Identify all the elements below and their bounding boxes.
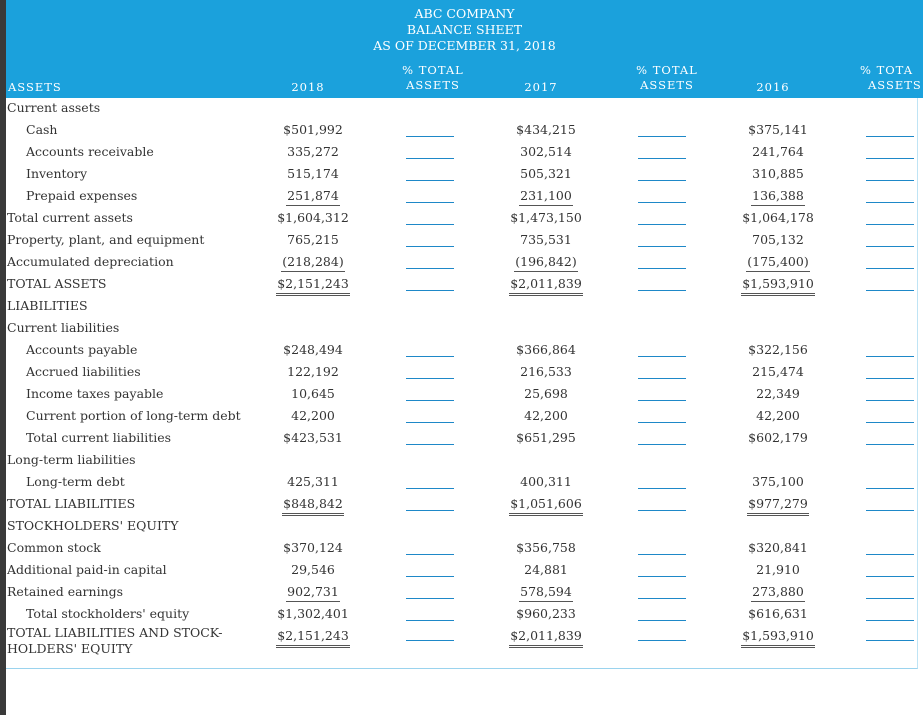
pct-total-blank-2018[interactable] xyxy=(406,510,454,511)
value-cell-2016: $616,631 xyxy=(748,606,808,621)
row-label: Common stock xyxy=(7,540,101,555)
table-row xyxy=(6,320,917,342)
pct-total-blank-2016[interactable] xyxy=(866,554,914,555)
row-label: Accrued liabilities xyxy=(26,364,141,379)
pct-total-2018-line1: % TOTAL xyxy=(402,63,464,77)
value-cell-2016: $602,179 xyxy=(748,430,808,445)
pct-total-2017-line2: ASSETS xyxy=(640,78,694,92)
pct-total-blank-2016[interactable] xyxy=(866,290,914,291)
table-row xyxy=(6,254,917,276)
pct-total-2016-line2: ASSETS xyxy=(868,78,922,92)
pct-total-blank-2018[interactable] xyxy=(406,640,454,641)
pct-total-blank-2016[interactable] xyxy=(866,180,914,181)
value-cell-2018: $1,302,401 xyxy=(277,606,349,621)
row-label: Total current liabilities xyxy=(26,430,172,445)
value-cell-2016: 136,388 xyxy=(723,188,833,206)
value-cell-2016: $375,141 xyxy=(748,122,808,137)
sheet-header xyxy=(6,0,923,98)
row-label: Long-term liabilities xyxy=(7,452,136,467)
value-cell-2017: 302,514 xyxy=(520,144,572,159)
value-cell-2018: $423,531 xyxy=(283,430,343,445)
pct-total-blank-2018[interactable] xyxy=(406,554,454,555)
value-cell-2017: 42,200 xyxy=(524,408,568,423)
value-cell-2016: 21,910 xyxy=(756,562,800,577)
pct-total-blank-2017[interactable] xyxy=(638,202,686,203)
row-label: Total current assets xyxy=(7,210,133,225)
row-label: Total stockholders' equity xyxy=(26,606,190,621)
year-2016-header: 2016 xyxy=(756,80,790,94)
value-cell-2017: 24,881 xyxy=(524,562,568,577)
table-row xyxy=(6,144,917,166)
pct-total-blank-2016[interactable] xyxy=(866,576,914,577)
value-cell-2016: $1,064,178 xyxy=(742,210,814,225)
value-cell-2017: $356,758 xyxy=(516,540,576,555)
table-row xyxy=(6,166,917,188)
value-cell-2018: $248,494 xyxy=(283,342,343,357)
value-cell-2018: 251,874 xyxy=(258,188,368,206)
value-cell-2017: 216,533 xyxy=(520,364,572,379)
report-title: BALANCE SHEET xyxy=(406,22,523,37)
pct-total-blank-2017[interactable] xyxy=(638,400,686,401)
table-row xyxy=(6,122,917,144)
pct-total-blank-2017[interactable] xyxy=(638,620,686,621)
value-cell-2017: $2,011,839 xyxy=(491,276,601,296)
value-cell-2018: $501,992 xyxy=(283,122,343,137)
value-cell-2017: 505,321 xyxy=(520,166,572,181)
value-cell-2018: $2,151,243 xyxy=(258,628,368,648)
table-row xyxy=(6,518,917,540)
pct-total-blank-2018[interactable] xyxy=(406,488,454,489)
value-cell-2017: 735,531 xyxy=(520,232,572,247)
pct-total-blank-2016[interactable] xyxy=(866,246,914,247)
table-row xyxy=(6,210,917,232)
pct-total-blank-2016[interactable] xyxy=(866,510,914,511)
company-name: ABC COMPANY xyxy=(414,6,515,21)
table-row xyxy=(6,342,917,364)
value-cell-2018: 42,200 xyxy=(291,408,335,423)
pct-total-blank-2016[interactable] xyxy=(866,598,914,599)
value-cell-2018: 765,215 xyxy=(287,232,339,247)
value-cell-2016: $1,593,910 xyxy=(723,276,833,296)
value-cell-2018: 515,174 xyxy=(287,166,339,181)
value-cell-2017: 231,100 xyxy=(491,188,601,206)
pct-total-blank-2016[interactable] xyxy=(866,158,914,159)
year-2018-header: 2018 xyxy=(291,80,325,94)
pct-total-blank-2016[interactable] xyxy=(866,202,914,203)
pct-total-blank-2016[interactable] xyxy=(866,136,914,137)
year-2017-header: 2017 xyxy=(524,80,558,94)
pct-total-2018-line2: ASSETS xyxy=(406,78,460,92)
pct-total-blank-2018[interactable] xyxy=(406,180,454,181)
value-cell-2018: 29,546 xyxy=(291,562,335,577)
pct-total-blank-2016[interactable] xyxy=(866,400,914,401)
table-row xyxy=(6,496,917,518)
pct-total-blank-2017[interactable] xyxy=(638,640,686,641)
value-cell-2017: $366,864 xyxy=(516,342,576,357)
pct-total-blank-2018[interactable] xyxy=(406,268,454,269)
row-label: Inventory xyxy=(26,166,88,181)
value-cell-2016: 22,349 xyxy=(756,386,800,401)
value-cell-2017: 25,698 xyxy=(524,386,568,401)
report-date: AS OF DECEMBER 31, 2018 xyxy=(373,38,556,53)
row-label: Retained earnings xyxy=(7,584,124,599)
pct-total-blank-2017[interactable] xyxy=(638,576,686,577)
value-cell-2016: 241,764 xyxy=(752,144,804,159)
value-cell-2018: 335,272 xyxy=(287,144,339,159)
value-cell-2018: 902,731 xyxy=(258,584,368,602)
table-row xyxy=(6,452,917,474)
row-label: Prepaid expenses xyxy=(26,188,138,203)
value-cell-2017: $2,011,839 xyxy=(491,628,601,648)
pct-total-blank-2018[interactable] xyxy=(406,290,454,291)
row-label: Accounts receivable xyxy=(26,144,154,159)
value-cell-2016: 310,885 xyxy=(752,166,804,181)
pct-total-blank-2017[interactable] xyxy=(638,422,686,423)
pct-total-blank-2017[interactable] xyxy=(638,246,686,247)
table-row xyxy=(6,540,917,562)
pct-total-blank-2018[interactable] xyxy=(406,158,454,159)
pct-total-blank-2018[interactable] xyxy=(406,224,454,225)
value-cell-2016: $1,593,910 xyxy=(723,628,833,648)
row-label: Cash xyxy=(26,122,58,137)
pct-total-blank-2017[interactable] xyxy=(638,356,686,357)
pct-total-blank-2016[interactable] xyxy=(866,640,914,641)
value-cell-2017: $1,051,606 xyxy=(491,496,601,516)
pct-total-blank-2018[interactable] xyxy=(406,620,454,621)
value-cell-2018: 10,645 xyxy=(291,386,335,401)
value-cell-2016: $322,156 xyxy=(748,342,808,357)
table-row xyxy=(6,474,917,496)
pct-total-2017-line1: % TOTAL xyxy=(636,63,698,77)
value-cell-2018: 425,311 xyxy=(287,474,339,489)
table-row xyxy=(6,188,917,210)
pct-total-blank-2017[interactable] xyxy=(638,268,686,269)
row-label: Accumulated depreciation xyxy=(7,254,174,269)
pct-total-blank-2016[interactable] xyxy=(866,620,914,621)
table-row xyxy=(6,430,917,452)
table-row xyxy=(6,625,917,662)
pct-total-blank-2017[interactable] xyxy=(638,378,686,379)
pct-total-blank-2016[interactable] xyxy=(866,422,914,423)
table-row xyxy=(6,298,917,320)
pct-total-blank-2017[interactable] xyxy=(638,510,686,511)
row-label: Long-term debt xyxy=(26,474,125,489)
pct-total-blank-2016[interactable] xyxy=(866,444,914,445)
row-label: Additional paid-in capital xyxy=(7,562,167,577)
value-cell-2017: (196,842) xyxy=(491,254,601,272)
value-cell-2018: $848,842 xyxy=(258,496,368,516)
value-cell-2016: $320,841 xyxy=(748,540,808,555)
value-cell-2016: $977,279 xyxy=(723,496,833,516)
table-row xyxy=(6,100,917,122)
table-row xyxy=(6,364,917,386)
row-label: Current liabilities xyxy=(7,320,120,335)
pct-total-blank-2017[interactable] xyxy=(638,224,686,225)
table-row xyxy=(6,408,917,430)
row-label: Current assets xyxy=(7,100,101,115)
pct-total-blank-2018[interactable] xyxy=(406,356,454,357)
row-label: LIABILITIES xyxy=(7,298,88,313)
pct-total-blank-2018[interactable] xyxy=(406,422,454,423)
pct-total-blank-2017[interactable] xyxy=(638,136,686,137)
row-label: Property, plant, and equipment xyxy=(7,232,205,247)
row-label: Accounts payable xyxy=(26,342,138,357)
table-row xyxy=(6,232,917,254)
row-label: TOTAL LIABILITIES xyxy=(7,496,136,511)
value-cell-2017: $1,473,150 xyxy=(510,210,582,225)
pct-total-blank-2018[interactable] xyxy=(406,576,454,577)
pct-total-blank-2017[interactable] xyxy=(638,488,686,489)
row-label: Current portion of long-term debt xyxy=(26,408,241,423)
balance-sheet-table xyxy=(6,98,918,669)
row-label: TOTAL LIABILITIES AND STOCK- HOLDERS' EQUITY xyxy=(7,625,223,656)
value-cell-2017: $960,233 xyxy=(516,606,576,621)
pct-total-blank-2016[interactable] xyxy=(866,224,914,225)
table-row xyxy=(6,562,917,584)
pct-total-blank-2018[interactable] xyxy=(406,202,454,203)
value-cell-2017: 578,594 xyxy=(491,584,601,602)
pct-total-blank-2017[interactable] xyxy=(638,180,686,181)
row-label: TOTAL ASSETS xyxy=(7,276,107,291)
table-row xyxy=(6,386,917,408)
pct-total-blank-2018[interactable] xyxy=(406,378,454,379)
assets-column-header: ASSETS xyxy=(8,80,62,94)
value-cell-2018: $370,124 xyxy=(283,540,343,555)
value-cell-2018: 122,192 xyxy=(287,364,339,379)
value-cell-2016: 375,100 xyxy=(752,474,804,489)
value-cell-2016: (175,400) xyxy=(723,254,833,272)
pct-total-blank-2017[interactable] xyxy=(638,290,686,291)
pct-total-blank-2017[interactable] xyxy=(638,158,686,159)
pct-total-blank-2016[interactable] xyxy=(866,356,914,357)
pct-total-blank-2016[interactable] xyxy=(866,488,914,489)
table-row xyxy=(6,584,917,606)
value-cell-2017: $434,215 xyxy=(516,122,576,137)
pct-total-blank-2017[interactable] xyxy=(638,554,686,555)
pct-total-blank-2016[interactable] xyxy=(866,378,914,379)
value-cell-2017: $651,295 xyxy=(516,430,576,445)
value-cell-2018: $2,151,243 xyxy=(258,276,368,296)
value-cell-2018: (218,284) xyxy=(258,254,368,272)
value-cell-2018: $1,604,312 xyxy=(277,210,349,225)
row-label: Income taxes payable xyxy=(26,386,164,401)
pct-total-2016-line1: % TOTA xyxy=(860,63,914,77)
pct-total-blank-2018[interactable] xyxy=(406,136,454,137)
pct-total-blank-2018[interactable] xyxy=(406,444,454,445)
pct-total-blank-2018[interactable] xyxy=(406,598,454,599)
table-row xyxy=(6,276,917,298)
pct-total-blank-2018[interactable] xyxy=(406,246,454,247)
value-cell-2016: 705,132 xyxy=(752,232,804,247)
value-cell-2017: 400,311 xyxy=(520,474,572,489)
pct-total-blank-2017[interactable] xyxy=(638,598,686,599)
pct-total-blank-2018[interactable] xyxy=(406,400,454,401)
row-label: STOCKHOLDERS' EQUITY xyxy=(7,518,179,533)
value-cell-2016: 42,200 xyxy=(756,408,800,423)
pct-total-blank-2017[interactable] xyxy=(638,444,686,445)
value-cell-2016: 215,474 xyxy=(752,364,804,379)
value-cell-2016: 273,880 xyxy=(723,584,833,602)
pct-total-blank-2016[interactable] xyxy=(866,268,914,269)
